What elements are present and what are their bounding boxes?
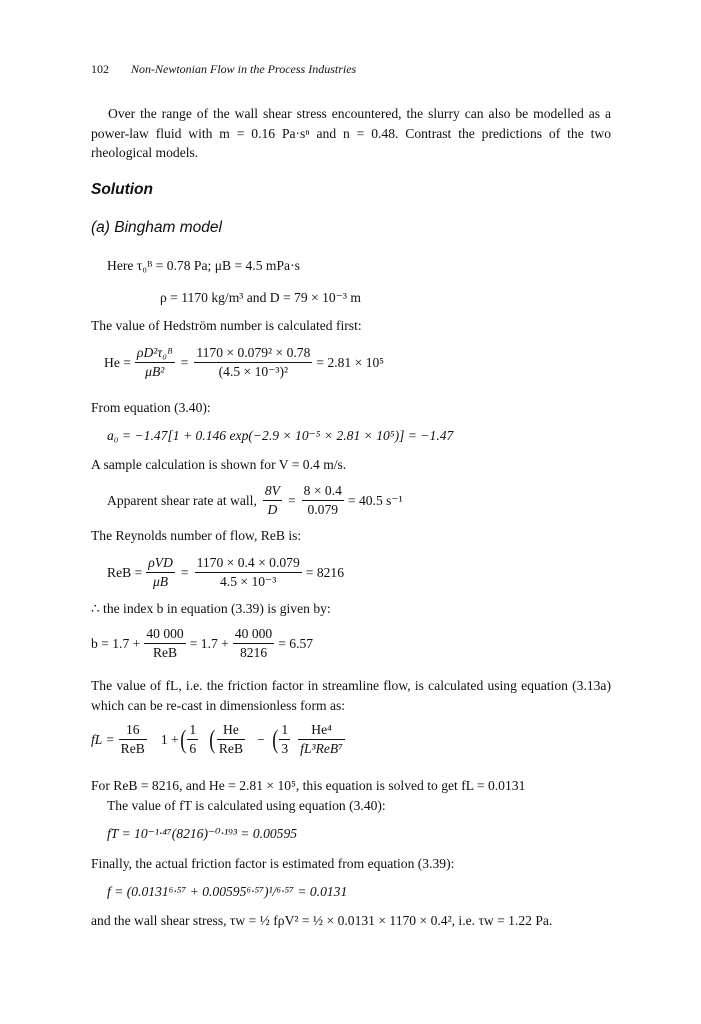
text-fl: The value of fL, i.e. the friction factor in streamline flow, is calculated using equation (3.13a) which can be re-cast in dimensionless form as: [91, 678, 611, 713]
eq-re-lhs: ReB = [107, 564, 143, 580]
eq-shear-label: Apparent shear rate at wall, [107, 492, 257, 508]
eq-fl-frac1: $\frac{16}{\text{ReB}}$ [120, 722, 145, 756]
eq-shear-frac1: $\frac{8V}{D}$ [264, 483, 280, 517]
text-solved: For ReB = 8216, and He = 2.81 × 10⁵, this equation is solved to get fL = 0.0131 [91, 778, 526, 793]
equation-a0: a₀ = −1.47[1 + 0.146 exp(−2.9 × 10⁻⁵ × 2.81 × 10⁵)] = −1.47 [107, 428, 454, 443]
text-ft: The value of fT is calculated using equation (3.40): [107, 798, 386, 813]
text-reynolds: The Reynolds number of flow, ReB is: [91, 528, 302, 543]
eq-he-result: = 2.81 × 10⁵ [316, 354, 385, 370]
eq-he-lhs: He = [104, 354, 131, 370]
page-number: 102 [91, 62, 109, 76]
eq-shear-frac2: $\frac{8 \times 0.4}{0.079}$ [303, 483, 342, 517]
eq-shear-result: = 40.5 s⁻¹ [347, 492, 403, 508]
eq-fl-minus: − [257, 731, 265, 747]
eq-b-lhs: b = 1.7 + [91, 635, 141, 651]
subsection-heading: (a) Bingham model [91, 219, 222, 236]
eq-b-frac2: $\frac{40 000}{8216}$ [234, 626, 273, 660]
eq-he-frac2: $\frac{\text{1170 × 0.079² × 0.78}}{\text{(4.5 × 10⁻³)²}}$ [196, 345, 311, 379]
eq-fl-frac5: $\frac{\text{He⁴}}{\text{fL³ReB⁷}}$ [300, 722, 343, 756]
eq-re-result: = 8216 [305, 564, 345, 580]
text-index-b: ∴ the index b in equation (3.39) is given by: [91, 601, 331, 616]
equation-index-b [91, 626, 313, 661]
eq-re-frac1: $\frac{\text{ρVD}}{\mu B}$ [148, 555, 173, 589]
eq-fl-frac2: $\frac{1}{6}$ [189, 722, 197, 756]
equation-fl: fL = $\frac{16}{\text{ReB}}$ 1 + ( $\frac{1}{6}$ ( $\frac{He}{\text{ReB}}$ − ( $\frac{1}{3}$ $\frac{\text{He⁴}}{\text{fL³ReB⁷}}$ [91, 722, 343, 756]
running-title: Non-Newtonian Flow in the Process Industries [131, 62, 357, 76]
equation-hedstrom: He = $\frac{\text{ρD²τ₀ᴮ}}{\text{μB²}}$ = $\frac{\text{1170 × 0.079² × 0.78}}{\text{(4.5 × 10⁻³)²}}$ = 2.81 × 10⁵ [104, 345, 385, 379]
eq-re-frac2: $\frac{1170 \times 0.4 \times 0.079}{\text{4.5 × 10⁻³}}$ [196, 555, 300, 589]
equation-ft: fT = 10⁻¹·⁴⁷(8216)⁻⁰·¹⁹³ = 0.00595 [107, 826, 298, 841]
given-line-2: ρ = 1170 kg/m³ and D = 79 × 10⁻³ m [160, 290, 361, 305]
text-final: Finally, the actual friction factor is estimated from equation (3.39): [91, 856, 455, 871]
eq-b-result: = 6.57 [278, 635, 314, 651]
eq-b-mid: = 1.7 + [189, 635, 229, 651]
eq-b-frac1: $\frac{40 000}{\text{ReB}}$ [146, 626, 184, 660]
equation-f: f = (0.0131⁶·⁵⁷ + 0.00595⁶·⁵⁷)¹/⁶·⁵⁷ = 0.0131 [107, 884, 348, 899]
eq-fl-lhs: fL = [91, 731, 115, 747]
text-sample: A sample calculation is shown for V = 0.4 m/s. [91, 457, 347, 472]
eq-fl-frac4: $\frac{1}{3}$ [281, 722, 289, 756]
text-hedstrom: The value of Hedström number is calculated first: [91, 318, 362, 333]
text-wall-shear: and the wall shear stress, τw = ½ fρV² = ½ × 0.0131 × 1170 × 0.4², i.e. τw = 1.22 Pa. [91, 913, 553, 928]
eq-he-frac1: $\frac{\text{ρD²τ₀ᴮ}}{\text{μB²}}$ [136, 345, 173, 379]
given-line-1: Here τ₀ᴮ = 0.78 Pa; μB = 4.5 mPa·s [107, 258, 300, 273]
eq-fl-one-plus: 1 + [160, 731, 179, 747]
solution-heading: Solution [91, 181, 153, 198]
equation-shear-rate: Apparent shear rate at wall, $\frac{8V}{D}$ = $\frac{8 \times 0.4}{0.079}$ = 40.5 s⁻¹ [107, 483, 403, 517]
text-from-340: From equation (3.40): [91, 400, 211, 415]
eq-fl-frac3: $\frac{He}{\text{ReB}}$ [218, 722, 244, 756]
intro-paragraph: Over the range of the wall shear stress encountered, the slurry can also be modelled as a power-law fluid with m = 0.16 Pa·sⁿ and n = 0.48. Contrast the predictions of the two rheological models. [91, 106, 611, 160]
equation-reynolds: ReB = $\frac{\text{ρVD}}{\mu B}$ = $\frac{1170 \times 0.4 \times 0.079}{\text{4.5 × 10⁻³}}$ = 8216 [107, 555, 345, 589]
